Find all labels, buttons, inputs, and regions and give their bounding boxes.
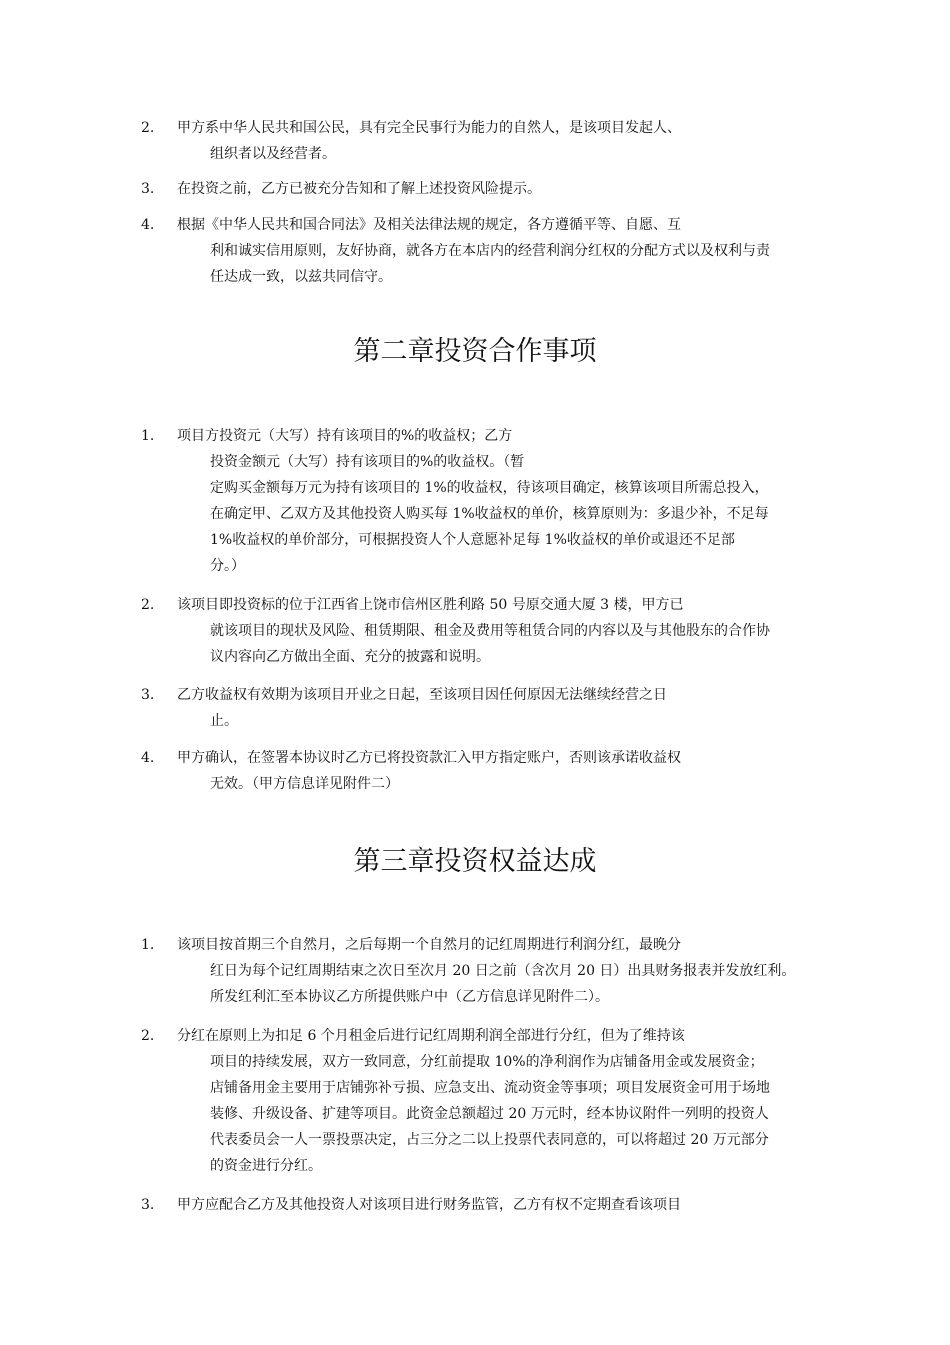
clause-text-line: 该项目按首期三个自然月，之后每期一个自然月的记红周期进行利润分红，最晚分 bbox=[177, 937, 681, 953]
chapter-2-heading: 第二章投资合作事项 bbox=[353, 336, 597, 367]
clause-text-line: 无效。（甲方信息详见附件二） bbox=[210, 776, 399, 792]
clause-text-line: 在投资之前，乙方已被充分告知和了解上述投资风险提示。 bbox=[177, 181, 541, 197]
clause-text-line: 议内容向乙方做出全面、充分的披露和说明。 bbox=[210, 649, 490, 665]
clause-text-line: 任达成一致，以兹共同信守。 bbox=[210, 269, 392, 285]
clause-number: 4. bbox=[141, 217, 155, 233]
clause-text-line: 利和诚实信用原则，友好协商，就各方在本店内的经营利润分红权的分配方式以及权利与责 bbox=[210, 243, 770, 259]
clause-text-line: 乙方收益权有效期为该项目开业之日起，至该项目因任何原因无法继续经营之日 bbox=[177, 687, 667, 703]
clause-number: 2. bbox=[141, 120, 155, 136]
clause-number: 2. bbox=[141, 1028, 155, 1044]
clause-text-line: 的资金进行分红。 bbox=[210, 1158, 322, 1174]
clause-text-line: 分红在原则上为扣足 6 个月租金后进行记红周期利润全部进行分红，但为了维持该 bbox=[177, 1028, 685, 1044]
clause-number: 2. bbox=[141, 597, 155, 613]
clause-text-line: 投资金额元（大写）持有该项目的%的收益权。（暂 bbox=[210, 454, 525, 470]
clause-text-line: 所发红利汇至本协议乙方所提供账户中（乙方信息详见附件二）。 bbox=[210, 989, 609, 1005]
clause-text-line: 该项目即投资标的位于江西省上饶市信州区胜利路 50 号原交通大厦 3 楼，甲方已 bbox=[177, 597, 684, 613]
clause-text-line: 项目的持续发展，双方一致同意，分红前提取 10%的净利润作为店铺备用金或发展资金； bbox=[210, 1054, 764, 1070]
clause-text-line: 店铺备用金主要用于店铺弥补亏损、应急支出、流动资金等事项；项目发展资金可用于场地 bbox=[210, 1080, 770, 1096]
clause-number: 1. bbox=[141, 937, 155, 953]
clause-text-line: 根据《中华人民共和国合同法》及相关法律法规的规定，各方遵循平等、自愿、互 bbox=[177, 217, 681, 233]
clause-text-line: 甲方系中华人民共和国公民，具有完全民事行为能力的自然人，是该项目发起人、 bbox=[177, 120, 681, 136]
clause-text-line: 红日为每个记红周期结束之次日至次月 20 日之前（含次月 20 日）出具财务报表并发放红利。 bbox=[210, 963, 796, 979]
clause-text-line: 止。 bbox=[210, 713, 238, 729]
clause-text-line: 组织者以及经营者。 bbox=[210, 146, 336, 162]
clause-text-line: 1%收益权的单价部分，可根据投资人个人意愿补足每 1%收益权的单价或退还不足部 bbox=[210, 532, 735, 548]
clause-text-line: 在确定甲、乙双方及其他投资人购买每 1%收益权的单价，核算原则为：多退少补，不足每 bbox=[210, 506, 769, 522]
clause-text-line: 就该项目的现状及风险、租赁期限、租金及费用等租赁合同的内容以及与其他股东的合作协 bbox=[210, 623, 770, 639]
clause-text-line: 装修、升级设备、扩建等项目。此资金总额超过 20 万元时，经本协议附件一列明的投资人 bbox=[210, 1106, 769, 1122]
clause-text-line: 代表委员会一人一票投票决定，占三分之二以上投票代表同意的，可以将超过 20 万元部分 bbox=[210, 1132, 769, 1148]
clause-text-line: 分。） bbox=[210, 558, 245, 574]
clause-number: 1. bbox=[141, 428, 155, 444]
clause-number: 3. bbox=[141, 687, 155, 703]
clause-text-line: 甲方确认，在签署本协议时乙方已将投资款汇入甲方指定账户，否则该承诺收益权 bbox=[177, 750, 681, 766]
clause-number: 4. bbox=[141, 750, 155, 766]
clause-text-line: 项目方投资元（大写）持有该项目的%的收益权；乙方 bbox=[177, 428, 513, 444]
clause-text-line: 甲方应配合乙方及其他投资人对该项目进行财务监管，乙方有权不定期查看该项目 bbox=[177, 1197, 681, 1213]
clause-text-line: 定购买金额每万元为持有该项目的 1%的收益权，待该项目确定，核算该项目所需总投入， bbox=[210, 480, 769, 496]
chapter-3-heading: 第三章投资权益达成 bbox=[353, 846, 597, 877]
clause-number: 3. bbox=[141, 181, 155, 197]
clause-number: 3. bbox=[141, 1197, 155, 1213]
